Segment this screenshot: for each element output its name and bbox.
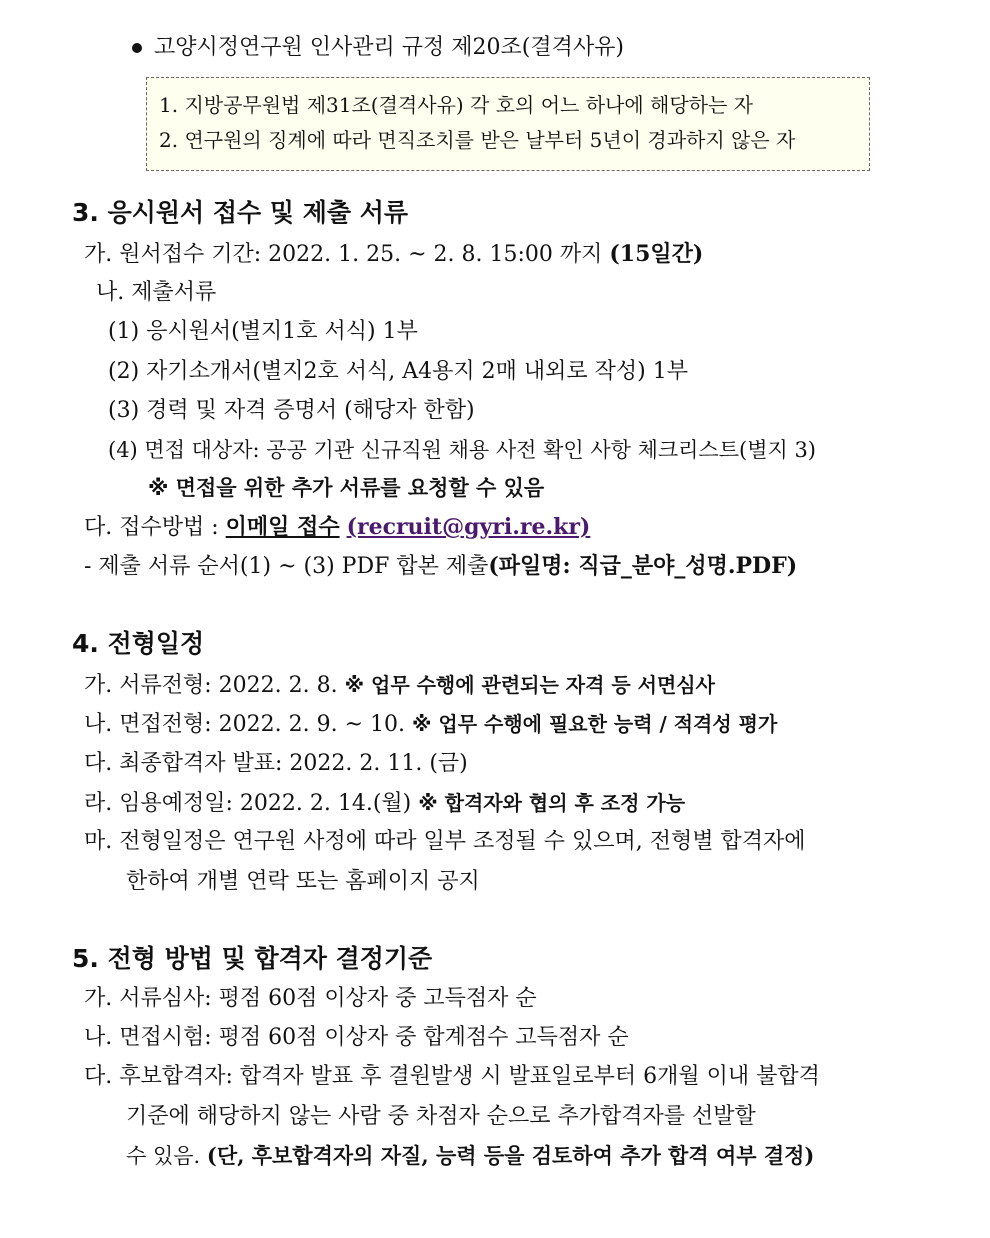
submission-order-text: - 제출 서류 순서(1) ~ (3) PDF 합본 제출 bbox=[84, 554, 489, 579]
regulation-reference: 고양시정연구원 인사관리 규정 제20조(결격사유) bbox=[154, 35, 624, 60]
schedule-item-text: 다. 최종합격자 발표: 2022. 2. 11. (금) bbox=[84, 751, 468, 776]
reserve-candidate-line bbox=[126, 1142, 814, 1170]
selection-criterion: 가. 서류심사: 평점 60점 이상자 중 고득점자 순 bbox=[84, 986, 537, 1011]
reserve-candidate-line: 기준에 해당하지 않는 사람 중 차점자 순으로 추가합격자를 선발할 bbox=[126, 1104, 756, 1129]
submission-filename: (파일명: 직급_분야_성명.PDF) bbox=[488, 553, 798, 579]
reserve-line-text: 수 있음. bbox=[126, 1144, 207, 1168]
schedule-adjust-line: 마. 전형일정은 연구원 사정에 따라 일부 조정될 수 있으며, 전형별 합격자에 bbox=[84, 829, 806, 854]
schedule-item bbox=[84, 789, 685, 818]
schedule-adjust-line: 한하여 개별 연락 또는 홈페이지 공지 bbox=[126, 869, 480, 894]
reserve-line-note: (단, 후보합격자의 자질, 능력 등을 검토하여 추가 합격 여부 결정) bbox=[206, 1143, 815, 1168]
submission-email-link[interactable]: (recruit@gyri.re.kr) bbox=[346, 514, 591, 540]
section-4-heading: 4. 전형일정 bbox=[72, 629, 205, 658]
schedule-item-text: 라. 임용예정일: 2022. 2. 14.(월) bbox=[84, 791, 419, 816]
application-period-days: (15일간) bbox=[609, 241, 704, 267]
document-item: (2) 자기소개서(별지2호 서식, A4용지 2매 내외로 작성) 1부 bbox=[108, 359, 688, 384]
submission-order bbox=[84, 552, 797, 581]
disqualification-item: 1. 지방공무원법 제31조(결격사유) 각 호의 어느 하나에 해당하는 자 bbox=[159, 93, 753, 117]
document-item: (1) 응시원서(별지1호 서식) 1부 bbox=[108, 319, 418, 344]
schedule-item bbox=[84, 710, 777, 739]
schedule-item bbox=[84, 750, 468, 778]
schedule-item-text: 가. 서류전형: 2022. 2. 8. bbox=[84, 673, 345, 698]
schedule-item-note: ※ 업무 수행에 필요한 능력 / 적격성 평가 bbox=[412, 712, 778, 736]
documents-note: ※ 면접을 위한 추가 서류를 요청할 수 있음 bbox=[148, 476, 545, 500]
application-period-text: 가. 원서접수 기간: 2022. 1. 25. ~ 2. 8. 15:00 까지 bbox=[84, 242, 610, 267]
submission-method bbox=[84, 513, 590, 542]
disqualification-item: 2. 연구원의 징계에 따라 면직조치를 받은 날부터 5년이 경과하지 않은 자 bbox=[159, 128, 796, 152]
schedule-item-note: ※ 합격자와 협의 후 조정 가능 bbox=[418, 791, 686, 815]
selection-criterion: 나. 면접시험: 평점 60점 이상자 중 합계점수 고득점자 순 bbox=[84, 1025, 629, 1050]
section-3-heading: 3. 응시원서 접수 및 제출 서류 bbox=[72, 198, 409, 227]
bullet-icon bbox=[132, 43, 142, 53]
schedule-item-note: ※ 업무 수행에 관련되는 자격 등 서면심사 bbox=[344, 673, 715, 697]
submission-method-value: 이메일 접수 bbox=[225, 514, 340, 540]
application-period bbox=[84, 240, 703, 269]
schedule-item bbox=[84, 671, 715, 700]
submission-method-label: 다. 접수방법 : bbox=[84, 515, 226, 540]
document-item: (3) 경력 및 자격 증명서 (해당자 한함) bbox=[108, 398, 475, 423]
documents-label: 나. 제출서류 bbox=[96, 280, 217, 305]
disqualification-box bbox=[146, 77, 870, 171]
document-item: (4) 면접 대상자: 공공 기관 신규직원 채용 사전 확인 사항 체크리스트(별지 3) bbox=[108, 438, 817, 462]
reserve-candidate-line: 다. 후보합격자: 합격자 발표 후 결원발생 시 발표일로부터 6개월 이내 불합격 bbox=[84, 1064, 820, 1089]
section-5-heading: 5. 전형 방법 및 합격자 결정기준 bbox=[72, 944, 433, 973]
schedule-item-text: 나. 면접전형: 2022. 2. 9. ~ 10. bbox=[84, 712, 413, 737]
